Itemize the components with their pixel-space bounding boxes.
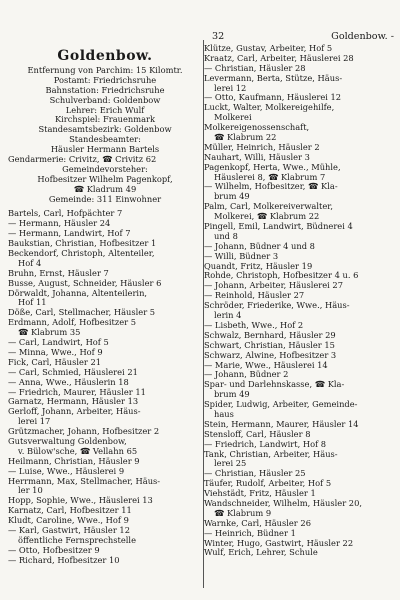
directory-entry-line: brum 49	[214, 390, 250, 400]
directory-entry-line: — Karl, Gastwirt, Häusler 12	[8, 525, 130, 535]
directory-entry-line: lerei 12	[214, 83, 247, 93]
directory-entry-line: Häusler Hermann Bartels	[50, 145, 160, 155]
directory-entry-line: Erdmann, Adolf, Hofbesitzer 5	[8, 318, 137, 328]
directory-entry-line: Döße, Carl, Stellmacher, Häusler 5	[8, 308, 156, 318]
directory-entry-line: Rohde, Christoph, Hofbesitzer 4 u. 6	[204, 271, 359, 281]
directory-entry-line: Garnatz, Hermann, Häusler 13	[8, 397, 139, 407]
directory-entry-line: Hopp, Sophie, Wwe., Häuslerei 13	[8, 496, 153, 506]
running-title: Goldenbow. -	[331, 30, 394, 42]
directory-entry-line: Standesbeamter:	[69, 135, 141, 145]
directory-entry-line: Viehstädt, Fritz, Häusler 1	[204, 489, 316, 499]
directory-entry-line: Hofbesitzer Wilhelm Pagenkopf,	[37, 174, 173, 184]
directory-entry-line: Schwarz, Alwine, Hofbesitzer 3	[204, 350, 337, 360]
directory-entry-line: Stein, Hermann, Maurer, Häusler 14	[204, 419, 359, 429]
directory-entry-line: ☎ Klabrum 22	[214, 133, 277, 143]
directory-entry-line: Grützmacher, Johann, Hofbesitzer 2	[8, 427, 160, 437]
directory-entry-line: — Willi, Büdner 3	[204, 251, 279, 261]
directory-entry-line: Warnke, Carl, Häusler 26	[204, 518, 311, 528]
directory-entry-line: Kirchspiel: Frauenmark	[54, 115, 156, 125]
directory-entry-line: — Minna, Wwe., Hof 9	[8, 347, 103, 357]
directory-entry-line: Dörwaldt, Johanna, Altenteilerin,	[8, 288, 148, 298]
directory-entry-line: Gerloff, Johann, Arbeiter, Häus-	[8, 407, 141, 417]
directory-entry-line: Spider, Ludwig, Arbeiter, Gemeinde-	[204, 400, 358, 410]
directory-entry-line: öffentliche Fernsprechstelle	[18, 535, 136, 545]
directory-entry-line: Herrmann, Max, Stellmacher, Häus-	[8, 476, 161, 486]
directory-entry-line: Wandschneider, Wilhelm, Häusler 20,	[204, 498, 362, 508]
directory-entry-line: Spar- und Darlehnskasse, ☎ Kla-	[204, 380, 345, 390]
directory-entry-line: — Wilhelm, Hofbesitzer, ☎ Kla-	[204, 182, 338, 192]
directory-entry-line: Kraatz, Carl, Arbeiter, Häuslerei 28	[204, 53, 354, 63]
page-header	[212, 30, 394, 42]
directory-entry-line: Bahnstation: Friedrichsruhe	[45, 85, 165, 95]
directory-entry-line: Molkerei, ☎ Klabrum 22	[214, 212, 320, 222]
directory-entry-line: Gendarmerie: Crivitz, ☎ Crivitz 62	[8, 155, 157, 165]
directory-entry-line: Tank, Christian, Arbeiter, Häus-	[204, 449, 338, 459]
directory-entry-line: — Johann, Arbeiter, Häuslerei 27	[204, 281, 343, 291]
directory-entry-line: — Johann, Büdner 2	[204, 370, 289, 380]
directory-entry-line: Pagenkopf, Herta, Wwe., Mühle,	[204, 162, 341, 172]
directory-entry-line: Klütze, Gustav, Arbeiter, Hof 5	[204, 44, 333, 53]
directory-entry-line: Busse, August, Schneider, Häusler 6	[8, 278, 162, 288]
directory-entry-line: — Christian, Häusler 25	[204, 469, 306, 479]
directory-entry-line: Postamt: Friedrichsruhe	[53, 75, 157, 85]
directory-entry-line: — Luise, Wwe., Häuslerei 9	[8, 466, 125, 476]
directory-entry-line: Hof 4	[18, 258, 42, 268]
directory-entry-line: — Christian, Häusler 28	[204, 63, 306, 73]
directory-entry-line: Karnatz, Carl, Hofbesitzer 11	[8, 506, 132, 516]
right-column	[204, 44, 394, 558]
directory-entry-line: Schröder, Friederike, Wwe., Häus-	[204, 301, 350, 311]
directory-entry-line: v. Bülow'sche, ☎ Vellahn 65	[18, 446, 138, 456]
directory-entry-line: Luckt, Walter, Molkereigehilfe,	[204, 103, 335, 113]
directory-entry-line: Standesamtsbezirk: Goldenbow	[38, 125, 172, 135]
directory-entry-line: Gutsverwaltung Goldenbow,	[8, 436, 127, 446]
directory-entry-line: Winter, Hugo, Gastwirt, Häusler 22	[204, 538, 354, 548]
directory-entry-line: — Lisbeth, Wwe., Hof 2	[204, 320, 304, 330]
left-column	[8, 66, 202, 566]
directory-entry-line: — Otto, Hofbesitzer 9	[8, 545, 100, 555]
directory-entry-line: lerei 17	[18, 417, 51, 427]
page-number: 32	[212, 30, 225, 42]
directory-entry-line: Gemeindevorsteher:	[62, 164, 148, 174]
directory-entry-line: — Carl, Schmied, Häuslerei 21	[8, 367, 138, 377]
directory-entry-line: Hof 11	[18, 298, 47, 308]
directory-entry-line: Müller, Heinrich, Häusler 2	[204, 142, 320, 152]
directory-entry-line: Gemeinde: 311 Einwohner	[48, 194, 162, 204]
directory-entry-line: Lehrer: Erich Wulf	[65, 105, 145, 115]
directory-entry-line: Bartels, Carl, Hofpächter 7	[8, 209, 123, 219]
directory-entry-line: Heilmann, Christian, Häusler 9	[8, 456, 140, 466]
directory-entry-line: Nauhart, Willi, Häusler 3	[204, 152, 310, 162]
directory-entry-line: Pingell, Emil, Landwirt, Büdnerei 4	[204, 222, 353, 232]
directory-entry-line: Bruhn, Ernst, Häusler 7	[8, 268, 109, 278]
directory-entry-line: und 8	[214, 231, 238, 241]
directory-entry-line: — Reinhold, Häusler 27	[204, 291, 305, 301]
directory-entry-line: — Friedrich, Maurer, Häusler 11	[8, 387, 146, 397]
directory-entry-line: — Friedrich, Landwirt, Hof 8	[204, 439, 327, 449]
directory-entry-line: — Carl, Landwirt, Hof 5	[8, 338, 109, 348]
directory-entry-line: Quandt, Fritz, Häusler 19	[204, 261, 313, 271]
directory-entry-line: Stensloff, Carl, Häusler 8	[204, 429, 311, 439]
directory-entry-line: Schwart, Christian, Häusler 15	[204, 340, 335, 350]
directory-entry-line: lerei 25	[214, 459, 247, 469]
directory-entry-line: Baukstian, Christian, Hofbesitzer 1	[8, 239, 157, 249]
directory-entry-line: Täufer, Rudolf, Arbeiter, Hof 5	[204, 479, 332, 489]
directory-entry-line: Palm, Carl, Molkereiverwalter,	[204, 202, 333, 212]
directory-entry-line: Schulverband: Goldenbow	[49, 95, 161, 105]
directory-entry-line: Wulf, Erich, Lehrer, Schule	[204, 548, 318, 558]
directory-entry-line: — Hermann, Landwirt, Hof 7	[8, 229, 131, 239]
directory-entry-line: — Anna, Wwe., Häuslerin 18	[8, 377, 129, 387]
directory-entry-line: brum 49	[214, 192, 250, 202]
directory-entry-line: — Otto, Kaufmann, Häuslerei 12	[204, 93, 342, 103]
directory-entry-line: Schwalz, Bernhard, Häusler 29	[204, 330, 336, 340]
directory-entry-line: ☎ Kladrum 49	[73, 184, 137, 194]
directory-entry-line: ☎ Klabrum 35	[18, 328, 81, 338]
directory-entry-line: Entfernung von Parchim: 15 Kilomtr.	[27, 66, 183, 75]
directory-entry-line: ler 10	[18, 486, 43, 496]
directory-entry-line: Fick, Carl, Häusler 21	[8, 357, 102, 367]
section-title: Goldenbow.	[57, 48, 153, 64]
directory-entry-line: lerin 4	[214, 311, 242, 321]
directory-entry-line: — Richard, Hofbesitzer 10	[8, 555, 120, 565]
directory-entry-line: — Heinrich, Büdner 1	[204, 528, 296, 538]
directory-entry-line: ☎ Klabrum 9	[214, 508, 272, 518]
directory-entry-line: Levermann, Berta, Stütze, Häus-	[204, 73, 343, 83]
directory-entry-line: Molkereigenossenschaft,	[204, 123, 310, 133]
directory-entry-line: Häuslerei 8, ☎ Klabrum 7	[214, 172, 326, 182]
directory-entry-line: haus	[214, 409, 234, 419]
directory-entry-line: Molkerei	[214, 113, 252, 123]
directory-entry-line: — Hermann, Häusler 24	[8, 219, 111, 229]
directory-entry-line: — Marie, Wwe., Häuslerei 14	[204, 360, 328, 370]
directory-entry-line: — Johann, Büdner 4 und 8	[204, 241, 315, 251]
directory-entry-line: Kludt, Caroline, Wwe., Hof 9	[8, 516, 129, 526]
directory-entry-line: Beckendorf, Christoph, Altenteiler,	[8, 249, 155, 259]
